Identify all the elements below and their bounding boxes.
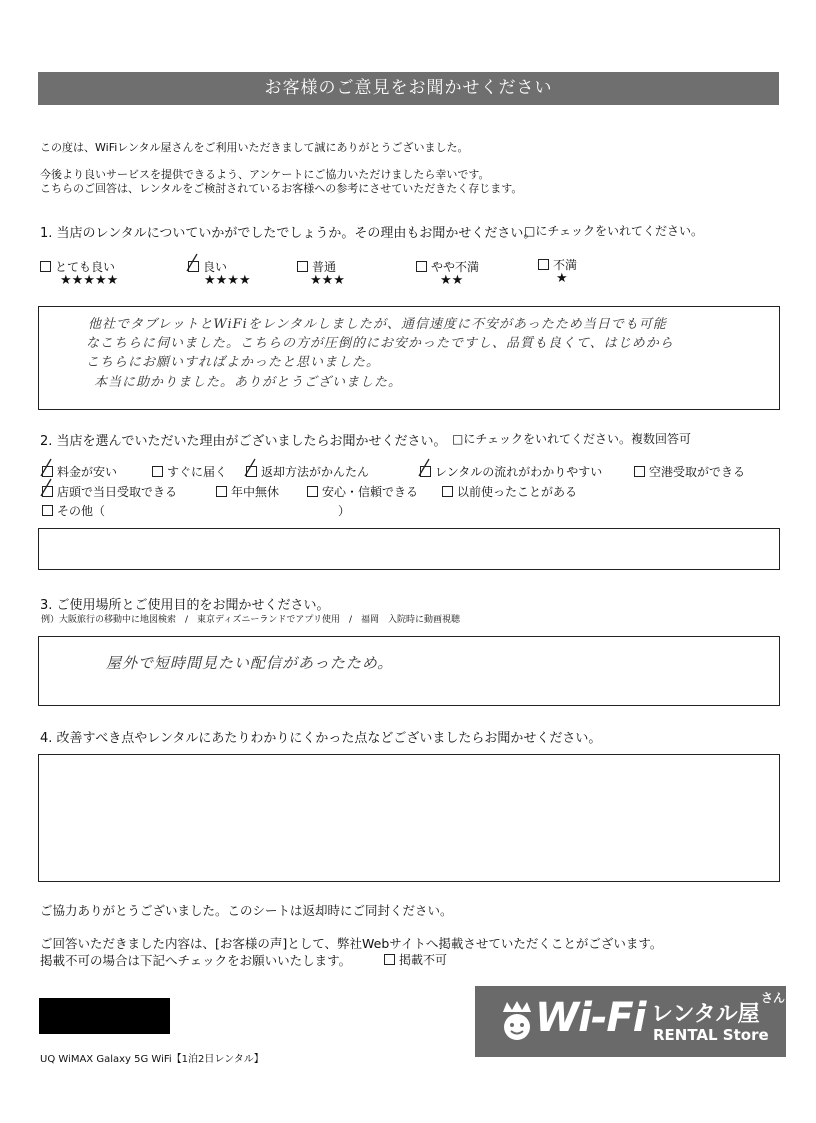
reason-open-all-year-checkbox[interactable]	[216, 486, 227, 497]
rating-good-checkbox[interactable]	[188, 261, 199, 272]
logo-en-text: RENTAL Store	[653, 1026, 769, 1044]
reason-other[interactable]	[42, 502, 105, 519]
reason-trustworthy-label: 安心・信頼できる	[322, 485, 419, 499]
reason-easy-return-label: 返却方法がかんたん	[261, 465, 370, 479]
thanks-text: ご協力ありがとうございました。このシートは返却時にご同封ください。	[40, 903, 453, 918]
reason-easy-return-checkbox[interactable]	[246, 466, 257, 477]
reason-open-all-year[interactable]	[216, 483, 279, 500]
reason-airport-pickup-checkbox[interactable]	[634, 466, 645, 477]
checkmark-icon	[186, 253, 198, 273]
no-publish-checkbox[interactable]	[384, 954, 395, 965]
product-name: UQ WiMAX Galaxy 5G WiFi【1泊2日レンタル】	[40, 1054, 264, 1065]
no-publish-option[interactable]	[384, 951, 447, 968]
intro-line-3: こちらのご回答は、レンタルをご検討されているお客様への参考にさせていただきたく存じます。	[40, 182, 523, 195]
intro-line-1: この度は、WiFiレンタル屋さんをご利用いただきまして誠にありがとうございました。	[40, 141, 469, 154]
brand-logo	[475, 986, 786, 1057]
rating-somewhat-unsatisfied-stars: ★★	[440, 273, 464, 288]
reason-cheap-label: 料金が安い	[57, 465, 118, 479]
checkmark-icon	[40, 478, 52, 498]
rating-somewhat-unsatisfied-label: やや不満	[431, 260, 480, 274]
rating-good-stars: ★★★★	[204, 273, 251, 288]
reason-store-pickup-label: 店頭で当日受取できる	[57, 485, 178, 499]
reason-easy-flow-checkbox[interactable]	[420, 466, 431, 477]
no-publish-label: 掲載不可	[399, 953, 448, 967]
reason-store-pickup-checkbox[interactable]	[42, 486, 53, 497]
rating-unsatisfied-label: 不満	[553, 258, 578, 272]
q1-answer-line-4: 本当に助かりました。ありがとうございました。	[94, 375, 403, 390]
q3-example: 例）大阪旅行の移動中に地図検索 / 東京ディズニーランドでアプリ使用 / 福岡 入院時に動画視聴	[41, 615, 460, 625]
reason-trustworthy-checkbox[interactable]	[307, 486, 318, 497]
rating-average-stars: ★★★	[310, 273, 345, 288]
q1-note: □にチェックをいれてください。	[524, 224, 703, 238]
reason-trustworthy[interactable]	[307, 483, 418, 500]
q3-answer: 屋外で短時間見たい配信があったため。	[106, 654, 394, 672]
q1-answer-line-3: こちらにお願いすればよかったと思いました。	[86, 355, 381, 370]
redacted-name-block	[39, 998, 170, 1034]
q4-answer-box[interactable]	[38, 754, 780, 882]
q2-answer-box[interactable]	[38, 528, 780, 570]
q4-question: 4. 改善すべき点やレンタルにあたりわかりにくかった点などございましたらお聞かせください。	[40, 731, 602, 746]
rating-average-checkbox[interactable]	[297, 261, 308, 272]
q1-answer-line-2: なこちらに伺いました。こちらの方が圧倒的にお安かったですし、品質も良くて、はじめから	[86, 336, 674, 351]
checkmark-icon	[40, 458, 52, 478]
reason-easy-return[interactable]	[246, 463, 369, 480]
q3-question: 3. ご使用場所とご使用目的をお聞かせください。	[40, 598, 330, 613]
reason-used-before-label: 以前使ったことがある	[457, 485, 578, 499]
reason-open-all-year-label: 年中無休	[231, 485, 280, 499]
rating-good-label: 良い	[203, 260, 228, 274]
reason-cheap[interactable]	[42, 463, 117, 480]
logo-wifi-text: Wi-Fi	[535, 995, 646, 1041]
logo-suffix-text: さん	[761, 991, 786, 1005]
rating-unsatisfied-stars: ★	[556, 271, 568, 286]
reason-used-before[interactable]	[442, 483, 577, 500]
rating-very-good-checkbox[interactable]	[40, 261, 51, 272]
reason-other-close: ）	[338, 504, 351, 518]
reason-airport-pickup[interactable]	[634, 463, 745, 480]
reason-used-before-checkbox[interactable]	[442, 486, 453, 497]
reason-fast-delivery-label: すぐに届く	[167, 465, 228, 479]
q1-question: 1. 当店のレンタルについていかがでしたでしょうか。その理由もお聞かせください。	[40, 226, 537, 241]
checkmark-icon	[244, 458, 256, 478]
reason-easy-flow[interactable]	[420, 463, 602, 480]
logo-jp-text: レンタル屋	[651, 1002, 760, 1027]
reason-other-checkbox[interactable]	[42, 505, 53, 516]
rating-very-good-stars: ★★★★★	[60, 273, 119, 288]
page-title: お客様のご意見をお聞かせください	[38, 72, 779, 105]
rating-average-label: 普通	[312, 260, 337, 274]
rating-very-good-label: とても良い	[55, 260, 116, 274]
intro-line-2: 今後より良いサービスを提供できるよう、アンケートにご協力いただけましたら幸いです。	[40, 168, 490, 181]
crown-mascot-icon	[497, 1000, 537, 1042]
checkmark-icon	[418, 458, 430, 478]
q1-answer-line-1: 他社でタブレットとWiFiをレンタルしましたが、通信速度に不安があったため当日でも可能	[88, 317, 667, 332]
publish-notice-line-1: ご回答いただきました内容は、[お客様の声]として、弊社Webサイトへ掲載させていただくことがございます。	[40, 936, 663, 951]
q2-question: 2. 当店を選んでいただいた理由がございましたらお聞かせください。	[40, 434, 447, 449]
reason-store-pickup[interactable]	[42, 483, 177, 500]
q2-note: □にチェックをいれてください。複数回答可	[452, 432, 691, 446]
reason-airport-pickup-label: 空港受取ができる	[649, 465, 746, 479]
reason-easy-flow-label: レンタルの流れがわかりやすい	[435, 465, 603, 479]
reason-fast-delivery[interactable]	[152, 463, 227, 480]
reason-other-label: その他（	[57, 504, 106, 518]
reason-fast-delivery-checkbox[interactable]	[152, 466, 163, 477]
publish-notice-line-2: 掲載不可の場合は下記へチェックをお願いいたします。	[40, 953, 352, 968]
rating-somewhat-unsatisfied-checkbox[interactable]	[416, 261, 427, 272]
reason-cheap-checkbox[interactable]	[42, 466, 53, 477]
rating-unsatisfied-checkbox[interactable]	[538, 259, 549, 270]
